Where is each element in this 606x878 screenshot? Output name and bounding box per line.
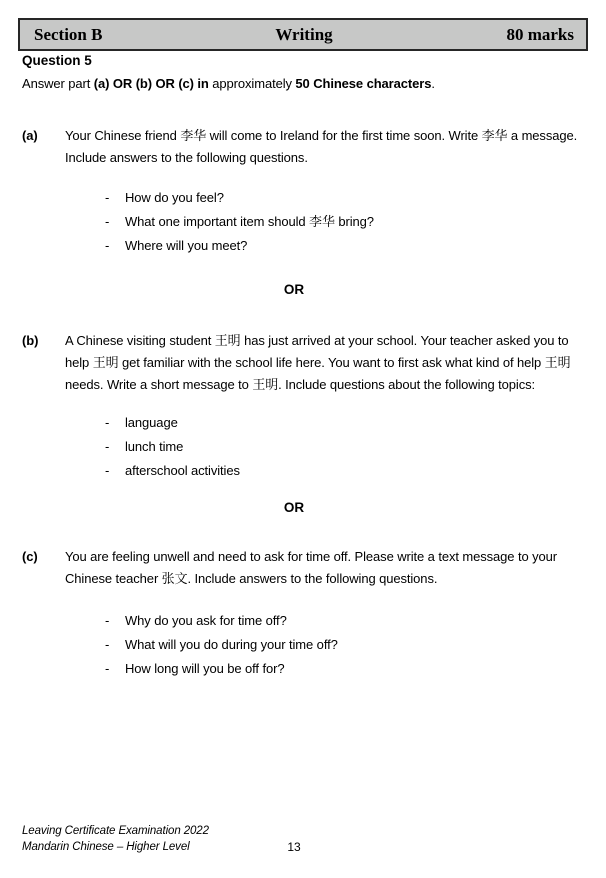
section-marks: 80 marks <box>506 24 574 44</box>
instruction-segment: approximately <box>212 76 296 91</box>
list-item <box>105 634 565 656</box>
question-number-heading: Question 5 <box>22 53 92 68</box>
bullet-dash: - <box>105 214 110 229</box>
bullet-text: What one important item should 李华 bring? <box>125 214 374 229</box>
question-instruction <box>22 76 588 91</box>
bullet-text: afterschool activities <box>125 463 240 478</box>
bullet-text: lunch time <box>125 439 184 454</box>
bullet-text: Where will you meet? <box>125 238 248 253</box>
bullet-text: language <box>125 415 178 430</box>
instruction-segment-bold: 50 Chinese characters <box>295 76 432 91</box>
list-item <box>105 412 565 434</box>
list-item <box>105 658 565 680</box>
instruction-segment-bold: (a) OR (b) OR (c) in <box>93 76 213 91</box>
footer-exam-name: Leaving Certificate Examination 2022 <box>22 825 209 837</box>
list-item <box>105 211 565 233</box>
part-c-text: You are feeling unwell and need to ask for time off. Please write a text message to your Chinese teacher 张文. Include answers to the following questions. <box>65 549 557 586</box>
or-separator: OR <box>283 282 305 297</box>
instruction-segment: Answer part <box>22 76 94 91</box>
bullet-text: How long will you be off for? <box>125 661 285 676</box>
section-title: Writing <box>275 24 333 44</box>
list-item <box>105 460 565 482</box>
bullet-dash: - <box>105 190 110 205</box>
bullet-dash: - <box>105 613 110 628</box>
part-a-label: (a) <box>22 128 38 143</box>
page-number: 13 <box>287 840 301 854</box>
part-b-label: (b) <box>22 333 39 348</box>
part-c-bullet-list <box>105 610 565 682</box>
bullet-dash: - <box>105 415 110 430</box>
bullet-dash: - <box>105 463 110 478</box>
part-b-text: A Chinese visiting student 王明 has just arrived at your school. Your teacher asked you to help 王明 get familiar with the school life here. You want to first ask what kind of help 王明 needs. Write a short message to 王明. Include questions about the following topics: <box>65 333 571 392</box>
part-a-text: Your Chinese friend 李华 will come to Ireland for the first time soon. Write 李华 a message. Include answers to the following questions. <box>65 128 578 165</box>
bullet-text: What will you do during your time off? <box>125 637 338 652</box>
instruction-segment: . <box>431 76 435 91</box>
question-part-b <box>22 330 588 396</box>
section-header-bar <box>18 18 588 51</box>
list-item <box>105 610 565 632</box>
section-label: Section B <box>34 24 103 44</box>
bullet-dash: - <box>105 661 110 676</box>
part-c-label: (c) <box>22 549 38 564</box>
bullet-text: How do you feel? <box>125 190 224 205</box>
list-item <box>105 235 565 257</box>
footer-subject-level: Mandarin Chinese – Higher Level <box>22 841 190 853</box>
bullet-dash: - <box>105 637 110 652</box>
list-item <box>105 187 565 209</box>
bullet-dash: - <box>105 238 110 253</box>
bullet-text: Why do you ask for time off? <box>125 613 287 628</box>
question-part-c <box>22 546 588 590</box>
question-part-a <box>22 125 588 169</box>
bullet-dash: - <box>105 439 110 454</box>
part-a-bullet-list <box>105 187 565 259</box>
part-b-bullet-list <box>105 412 565 484</box>
list-item <box>105 436 565 458</box>
or-separator: OR <box>283 500 305 515</box>
